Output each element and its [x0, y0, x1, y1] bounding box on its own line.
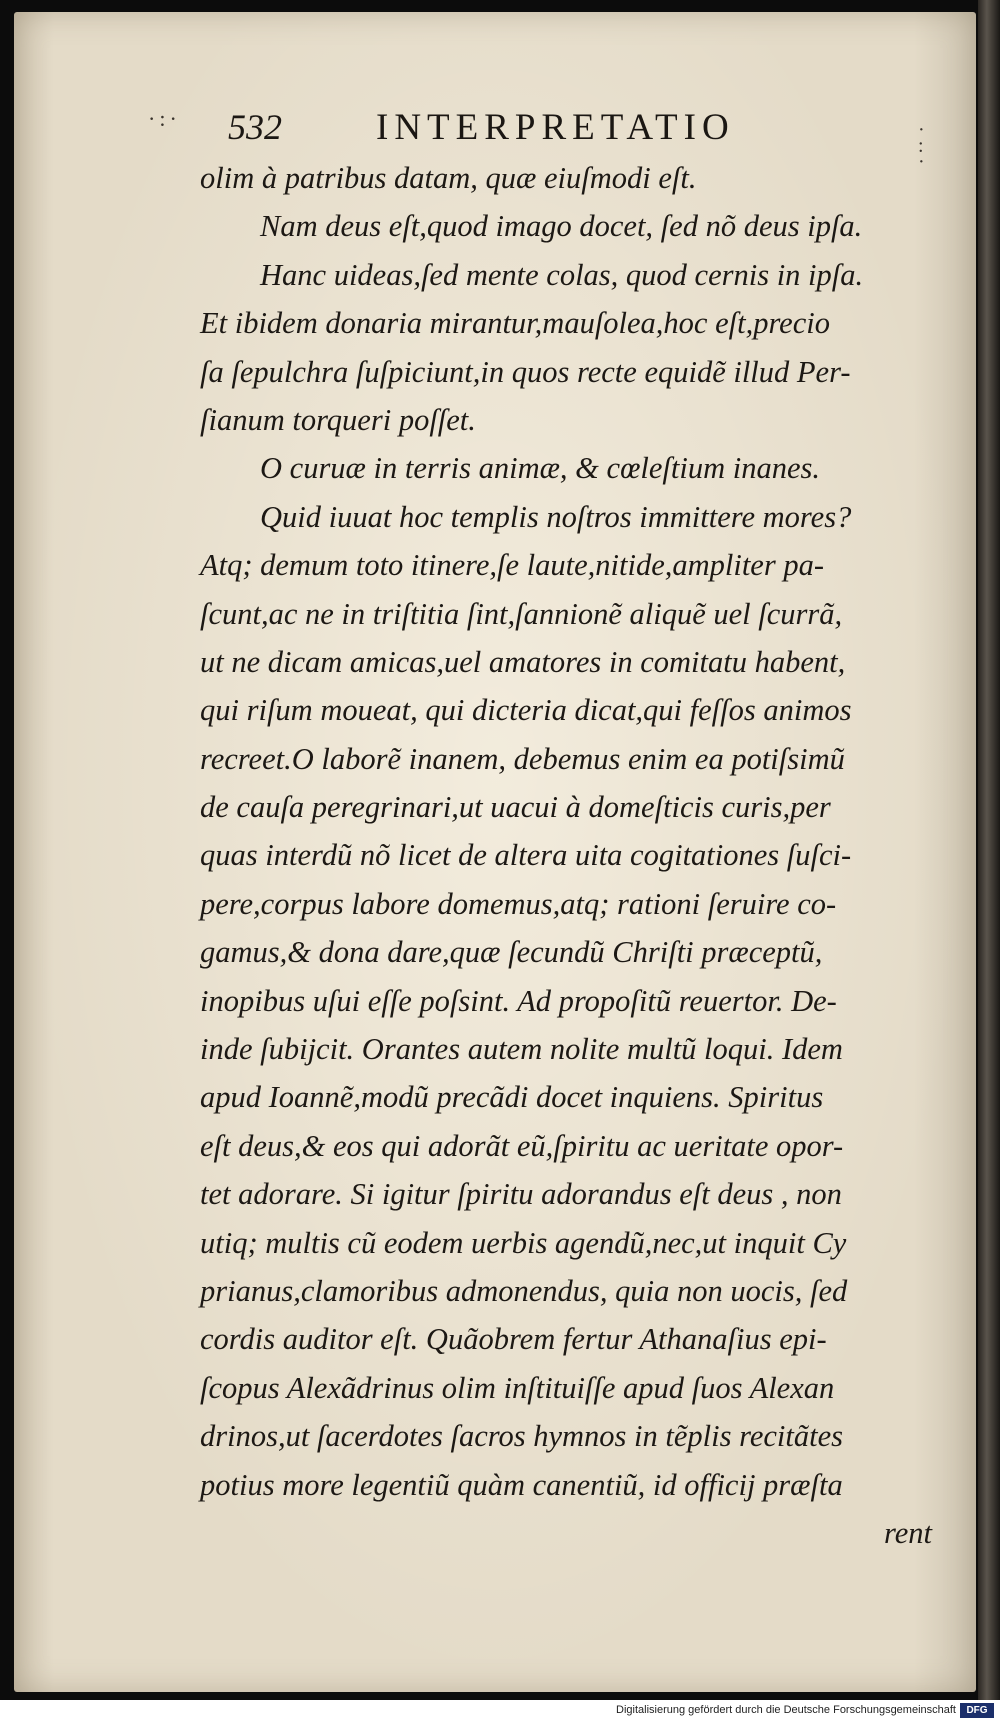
verse-line: Nam deus eſt,quod imago docet, ſed nõ deus ipſa. [260, 209, 863, 244]
margin-mark-right: · : · [918, 119, 925, 173]
running-title: INTERPRETATIO [376, 107, 735, 148]
text-line: inopibus uſui eſſe poſsint. Ad propoſitũ reuertor. De- [200, 983, 837, 1018]
text-line: quas interdũ nõ licet de altera uita cogitationes ſuſci- [200, 838, 852, 873]
text-line: eſt deus,& eos qui adorãt eũ,ſpiritu ac ueritate opor- [200, 1128, 844, 1163]
text-line: olim à patribus datam, quæ eiuſmodi eſt. [200, 161, 697, 195]
funding-credit: Digitalisierung gefördert durch die Deutsche Forschungsgemeinschaft [616, 1704, 956, 1716]
verse-line: Quid iuuat hoc templis noſtros immittere mores? [260, 499, 852, 534]
margin-mark-left: ·:· [148, 106, 181, 131]
dfg-logo-icon: DFG [960, 1703, 994, 1718]
text-line: qui riſum moueat, qui dicteria dicat,qui feſſos animos [200, 693, 852, 728]
text-line: Et ibidem donaria mirantur,mauſolea,hoc eſt,precio [200, 306, 830, 341]
text-line: recreet.O laborẽ inanem, debemus enim ea potiſsimũ [200, 741, 845, 776]
verse-line: Hanc uideas,ſed mente colas, quod cernis in ipſa. [260, 257, 864, 292]
text-line: ſianum torqueri poſſet. [200, 402, 476, 437]
text-line: gamus,& dona dare,quæ ſecundũ Chriſti præceptũ, [200, 935, 823, 970]
text-line: drinos,ut ſacerdotes ſacros hymnos in tẽplis recitãtes [200, 1419, 843, 1454]
digitization-footer [0, 1700, 1000, 1723]
catchword: rent [884, 1515, 932, 1550]
page-number: 532 [228, 107, 282, 147]
text-line: de cauſa peregrinari,ut uacui à domeſticis curis,per [200, 790, 831, 825]
text-line: ſcopus Alexãdrinus olim inſtituiſſe apud ſuos Alexan [200, 1370, 835, 1405]
book-binding-edge [978, 0, 1000, 1700]
text-line: ſa ſepulchra ſuſpiciunt,in quos recte equidẽ illud Per- [200, 354, 851, 389]
text-line: ut ne dicam amicas,uel amatores in comitatu habent, [200, 644, 846, 679]
text-line: potius more legentiũ quàm canentiũ, id officij præſta [200, 1467, 843, 1502]
text-line: tet adorare. Si igitur ſpiritu adorandus eſt deus , non [200, 1177, 842, 1212]
text-line: apud Ioannẽ,modũ precãdi docet inquiens. Spiritus [200, 1080, 824, 1115]
text-line: Atq; demum toto itinere,ſe laute,nitide,ampliter pa- [200, 548, 824, 583]
text-line: cordis auditor eſt. Quãobrem fertur Athanaſius epi- [200, 1322, 827, 1357]
text-line: ſcunt,ac ne in triſtitia ſint,ſannionẽ aliquẽ uel ſcurrã, [200, 596, 843, 631]
text-line: utiq; multis cũ eodem uerbis agendũ,nec,ut inquit Cy [200, 1225, 847, 1260]
text-line: pere,corpus labore domemus,atq; rationi ſeruire co- [200, 886, 837, 921]
body-text [200, 154, 970, 1557]
verse-line: O curuæ in terris animæ, & cœleſtium inanes. [260, 451, 821, 486]
text-line: inde ſubijcit. Orantes autem nolite multũ loqui. Idem [200, 1032, 843, 1067]
text-line: prianus,clamoribus admonendus, quia non uocis, ſed [200, 1273, 848, 1308]
page-header [228, 102, 928, 152]
